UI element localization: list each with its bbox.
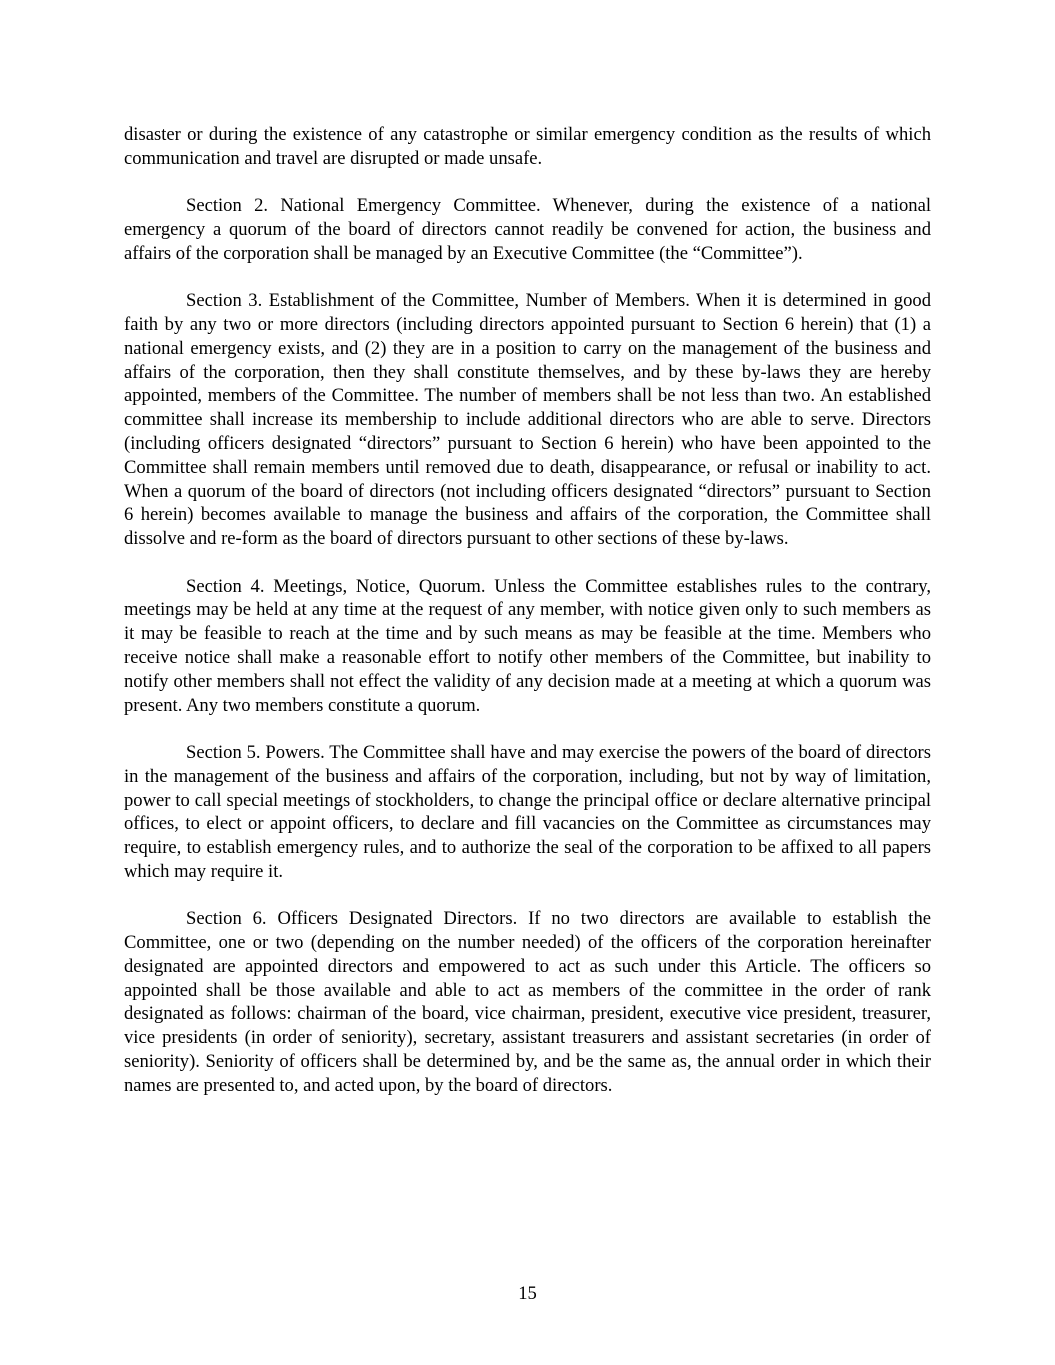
paragraph-section-6: Section 6. Officers Designated Directors. If no two directors are available to establish the Committee, one or two (depending on the number needed) of the officers of the corporation hereinafter designated are appointed directors and empowered to act as such under this Article. The officers so appointed shall be those available and able to act as members of the committee in the order of rank designated as follows: chairman of the board, vice chairman, president, executive vice president, treasurer, vice presidents (in order of seniority), secretary, assistant treasurers and assistant secretaries (in order of seniority). Seniority of officers shall be determined by, and be the same as, the annual order in which their names are presented to, and acted upon, by the board of directors. (124, 908, 931, 1096)
document-body (124, 123, 931, 1121)
paragraph-section-2: Section 2. National Emergency Committee. Whenever, during the existence of a national emergency a quorum of the board of directors cannot readily be convened for action, the business and affairs of the corporation shall be managed by an Executive Committee (the “Committee”). (124, 195, 931, 264)
paragraph-section-5: Section 5. Powers. The Committee shall have and may exercise the powers of the board of directors in the management of the business and affairs of the corporation, including, but not by way of limitation, power to call special meetings of stockholders, to change the principal office or declare alternative principal offices, to elect or appoint officers, to declare and fill vacancies on the Committee as circumstances may require, to establish emergency rules, and to authorize the seal of the corporation to be affixed to all papers which may require it. (124, 741, 931, 882)
paragraph-section-3: Section 3. Establishment of the Committee, Number of Members. When it is determined in good faith by any two or more directors (including directors appointed pursuant to Section 6 herein) that (1) a national emergency exists, and (2) they are in a position to carry on the management of the business and affairs of the corporation, then they shall constitute themselves, and by these by-laws they are hereby appointed, members of the Committee. The number of members shall be not less than two. An established committee shall increase its membership to include additional directors who are able to serve. Directors (including officers designated “directors” pursuant to Section 6 herein) who have been appointed to the Committee shall remain members until removed due to death, disappearance, or refusal or inability to act. When a quorum of the board of directors (not including officers designated “directors” pursuant to Section 6 herein) becomes available to manage the business and affairs of the corporation, the Committee shall dissolve and re-form as the board of directors pursuant to other sections of these by-laws. (124, 290, 931, 550)
paragraph-section-4: Section 4. Meetings, Notice, Quorum. Unless the Committee establishes rules to the contrary, meetings may be held at any time at the request of any member, with notice given only to such members as it may be feasible to reach at the time and by such means as may be feasible at the time. Members who receive notice shall make a reasonable effort to notify other members of the Committee, but inability to notify other members shall not effect the validity of any decision made at a meeting at which a quorum was present. Any two members constitute a quorum. (124, 575, 931, 716)
paragraph-continuation: disaster or during the existence of any catastrophe or similar emergency condition as the results of which communication and travel are disrupted or made unsafe. (124, 124, 931, 169)
page-number: 15 (518, 1283, 537, 1304)
